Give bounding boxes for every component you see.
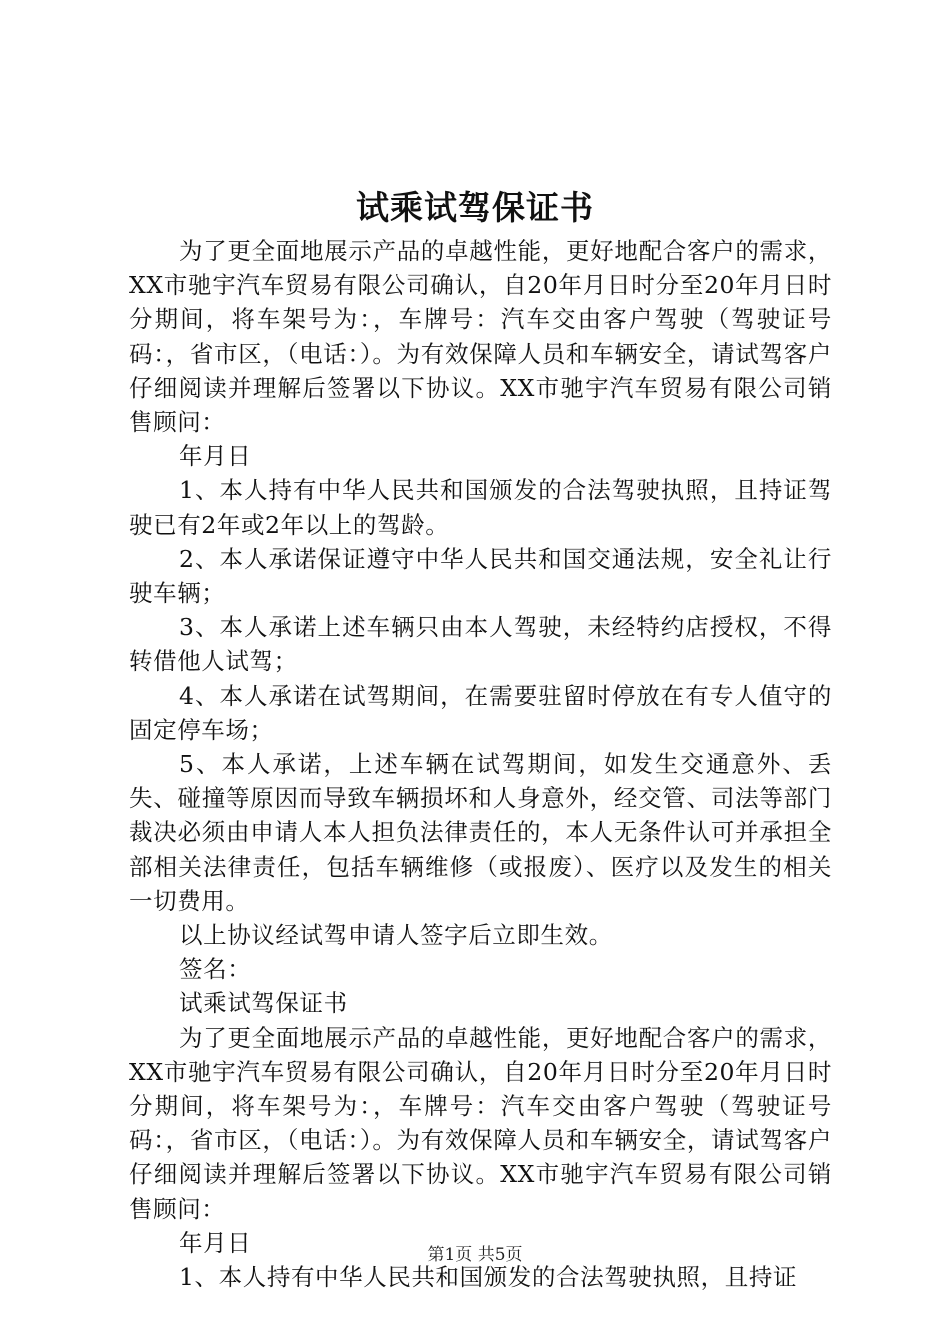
intro-paragraph: 为了更全面地展示产品的卓越性能，更好地配合客户的需求，XX市驰宇汽车贸易有限公司确认，自20年月日时分至20年月日时分期间，将车架号为：，车牌号：汽车交由客户驾驶（驾驶证号码：，省市区，（电话：）。为有效保障人员和车辆安全，请试驾客户仔细阅读并理解后签署以下协议。XX市驰宇汽车贸易有限公司销售顾问： xyxy=(129,237,832,437)
date-line: 年月日 xyxy=(179,442,252,471)
signature-line: 签名： xyxy=(179,955,252,984)
clause-2: 2、本人承诺保证遵守中华人民共和国交通法规，安全礼让行驶车辆； xyxy=(129,544,832,608)
clause-1-repeat: 1、本人持有中华人民共和国颁发的合法驾驶执照，且持证 xyxy=(179,1263,798,1292)
intro-paragraph-repeat: 为了更全面地展示产品的卓越性能，更好地配合客户的需求，XX市驰宇汽车贸易有限公司确认，自20年月日时分至20年月日时分期间，将车架号为：，车牌号：汽车交由客户驾驶（驾驶证号码：，省市区，（电话：）。为有效保障人员和车辆安全，请试驾客户仔细阅读并理解后签署以下协议。XX市驰宇汽车贸易有限公司销售顾问： xyxy=(129,1023,832,1223)
clause-1: 1、本人持有中华人民共和国颁发的合法驾驶执照，且持证驾驶已有2年或2年以上的驾龄。 xyxy=(129,476,832,539)
date-line-repeat: 年月日 xyxy=(179,1228,252,1257)
clause-5: 5、本人承诺，上述车辆在试驾期间，如发生交通意外、丢失、碰撞等原因而导致车辆损坏和人身意外，经交管、司法等部门裁决必须由申请人本人担负法律责任的，本人无条件认可并承担全部相关法律责任，包括车辆维修（或报废）、医疗以及发生的相关一切费用。 xyxy=(129,750,832,915)
clause-4: 4、本人承诺在试驾期间，在需要驻留时停放在有专人值守的固定停车场； xyxy=(129,681,832,744)
page-number-footer: 第1页 共5页 xyxy=(427,1245,523,1265)
document-title: 试乘试驾保证书 xyxy=(356,188,594,227)
effective-statement: 以上协议经试驾申请人签字后立即生效。 xyxy=(179,921,613,950)
repeated-title: 试乘试驾保证书 xyxy=(179,989,348,1018)
document-body xyxy=(129,234,832,1294)
clause-3: 3、本人承诺上述车辆只由本人驾驶，未经特约店授权，不得转借他人试驾； xyxy=(129,613,832,676)
